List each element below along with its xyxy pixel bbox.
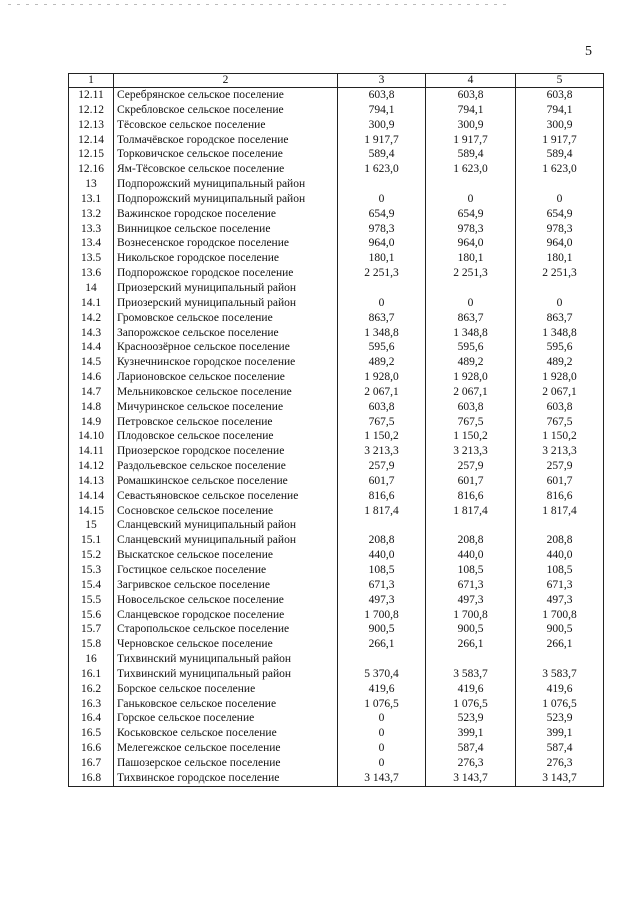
row-name: Тёсовское сельское поселение xyxy=(114,118,338,133)
value-col5: 863,7 xyxy=(516,311,604,326)
value-col3 xyxy=(338,518,426,533)
table-row xyxy=(69,622,604,637)
row-number: 16.3 xyxy=(69,697,114,712)
value-col4: 603,8 xyxy=(426,88,516,103)
table-row xyxy=(69,682,604,697)
table-row xyxy=(69,593,604,608)
value-col3: 589,4 xyxy=(338,147,426,162)
value-col5: 276,3 xyxy=(516,756,604,771)
row-name: Ромашкинское сельское поселение xyxy=(114,474,338,489)
table-row xyxy=(69,711,604,726)
row-name: Плодовское сельское поселение xyxy=(114,429,338,444)
value-col4: 671,3 xyxy=(426,578,516,593)
row-name: Тихвинский муниципальный район xyxy=(114,667,338,682)
value-col3: 1 623,0 xyxy=(338,162,426,177)
value-col5 xyxy=(516,177,604,192)
value-col3: 440,0 xyxy=(338,548,426,563)
table-row xyxy=(69,548,604,563)
table-row xyxy=(69,697,604,712)
table-row xyxy=(69,281,604,296)
row-name: Мелегежское сельское поселение xyxy=(114,741,338,756)
row-number: 12.13 xyxy=(69,118,114,133)
row-number: 12.11 xyxy=(69,88,114,103)
row-number: 14.10 xyxy=(69,429,114,444)
value-col3 xyxy=(338,281,426,296)
value-col4: 2 067,1 xyxy=(426,385,516,400)
table-row xyxy=(69,578,604,593)
row-number: 16.4 xyxy=(69,711,114,726)
table-row xyxy=(69,118,604,133)
value-col3: 180,1 xyxy=(338,251,426,266)
value-col4: 1 150,2 xyxy=(426,429,516,444)
value-col3: 964,0 xyxy=(338,236,426,251)
value-col5: 523,9 xyxy=(516,711,604,726)
value-col4: 1 348,8 xyxy=(426,326,516,341)
value-col4: 440,0 xyxy=(426,548,516,563)
value-col5: 300,9 xyxy=(516,118,604,133)
value-col4: 3 583,7 xyxy=(426,667,516,682)
value-col4: 0 xyxy=(426,192,516,207)
value-col5: 0 xyxy=(516,296,604,311)
row-name: Новосельское сельское поселение xyxy=(114,593,338,608)
value-col3: 767,5 xyxy=(338,415,426,430)
column-header: 5 xyxy=(516,74,604,88)
value-col4: 587,4 xyxy=(426,741,516,756)
value-col4: 1 917,7 xyxy=(426,133,516,148)
value-col4 xyxy=(426,177,516,192)
table-row xyxy=(69,444,604,459)
value-col4: 489,2 xyxy=(426,355,516,370)
row-number: 16.7 xyxy=(69,756,114,771)
value-col5: 601,7 xyxy=(516,474,604,489)
value-col5: 654,9 xyxy=(516,207,604,222)
row-number: 14.8 xyxy=(69,400,114,415)
value-col4: 300,9 xyxy=(426,118,516,133)
value-col3: 5 370,4 xyxy=(338,667,426,682)
table-row xyxy=(69,326,604,341)
value-col3: 1 917,7 xyxy=(338,133,426,148)
value-col4: 523,9 xyxy=(426,711,516,726)
value-col5: 1 700,8 xyxy=(516,608,604,623)
row-name: Коськовское сельское поселение xyxy=(114,726,338,741)
column-header: 3 xyxy=(338,74,426,88)
value-col4: 180,1 xyxy=(426,251,516,266)
table-row xyxy=(69,311,604,326)
value-col4: 1 817,4 xyxy=(426,504,516,519)
row-number: 12.12 xyxy=(69,103,114,118)
row-number: 14.1 xyxy=(69,296,114,311)
budget-table xyxy=(68,73,604,787)
row-number: 15.8 xyxy=(69,637,114,652)
table-row xyxy=(69,563,604,578)
row-name: Приозерское городское поселение xyxy=(114,444,338,459)
value-col3: 257,9 xyxy=(338,459,426,474)
value-col3: 816,6 xyxy=(338,489,426,504)
table-row xyxy=(69,177,604,192)
row-number: 16 xyxy=(69,652,114,667)
value-col5: 497,3 xyxy=(516,593,604,608)
table-body xyxy=(69,88,604,787)
table-row xyxy=(69,251,604,266)
table-row xyxy=(69,296,604,311)
row-number: 14.14 xyxy=(69,489,114,504)
value-col4: 208,8 xyxy=(426,533,516,548)
row-number: 13.3 xyxy=(69,222,114,237)
value-col5: 816,6 xyxy=(516,489,604,504)
row-name: Толмачёвское городское поселение xyxy=(114,133,338,148)
row-number: 15.1 xyxy=(69,533,114,548)
value-col4: 767,5 xyxy=(426,415,516,430)
value-col3: 2 251,3 xyxy=(338,266,426,281)
value-col4: 266,1 xyxy=(426,637,516,652)
table-row xyxy=(69,533,604,548)
value-col3: 0 xyxy=(338,192,426,207)
row-number: 16.1 xyxy=(69,667,114,682)
value-col3: 0 xyxy=(338,711,426,726)
value-col4: 108,5 xyxy=(426,563,516,578)
value-col5: 1 150,2 xyxy=(516,429,604,444)
value-col3: 3 143,7 xyxy=(338,771,426,786)
row-name: Запорожское сельское поселение xyxy=(114,326,338,341)
row-name: Севастьяновское сельское поселение xyxy=(114,489,338,504)
row-number: 14.5 xyxy=(69,355,114,370)
row-name: Мельниковское сельское поселение xyxy=(114,385,338,400)
value-col4: 964,0 xyxy=(426,236,516,251)
value-col3 xyxy=(338,652,426,667)
value-col3: 1 150,2 xyxy=(338,429,426,444)
table-row xyxy=(69,518,604,533)
value-col5: 3 143,7 xyxy=(516,771,604,786)
value-col4 xyxy=(426,518,516,533)
value-col3: 603,8 xyxy=(338,88,426,103)
row-number: 15 xyxy=(69,518,114,533)
table-row xyxy=(69,652,604,667)
row-name: Красноозёрное сельское поселение xyxy=(114,340,338,355)
row-name: Черновское сельское поселение xyxy=(114,637,338,652)
value-col3: 863,7 xyxy=(338,311,426,326)
row-name: Выскатское сельское поселение xyxy=(114,548,338,563)
value-col4: 3 143,7 xyxy=(426,771,516,786)
row-name: Ям-Тёсовское сельское поселение xyxy=(114,162,338,177)
table-row xyxy=(69,756,604,771)
value-col3: 3 213,3 xyxy=(338,444,426,459)
row-name: Горское сельское поселение xyxy=(114,711,338,726)
row-number: 14.7 xyxy=(69,385,114,400)
table-row xyxy=(69,266,604,281)
value-col5 xyxy=(516,652,604,667)
column-header: 1 xyxy=(69,74,114,88)
row-name: Раздольевское сельское поселение xyxy=(114,459,338,474)
row-number: 13.4 xyxy=(69,236,114,251)
row-name: Ларионовское сельское поселение xyxy=(114,370,338,385)
scan-artifact-line xyxy=(8,4,508,5)
value-col4: 419,6 xyxy=(426,682,516,697)
value-col3: 266,1 xyxy=(338,637,426,652)
value-col4: 603,8 xyxy=(426,400,516,415)
value-col5: 603,8 xyxy=(516,400,604,415)
page-number: 5 xyxy=(585,44,592,59)
value-col3: 208,8 xyxy=(338,533,426,548)
value-col5: 489,2 xyxy=(516,355,604,370)
value-col4: 1 623,0 xyxy=(426,162,516,177)
value-col5: 595,6 xyxy=(516,340,604,355)
value-col5: 266,1 xyxy=(516,637,604,652)
row-name: Борское сельское поселение xyxy=(114,682,338,697)
row-name: Никольское городское поселение xyxy=(114,251,338,266)
value-col4: 863,7 xyxy=(426,311,516,326)
row-name: Старопольское сельское поселение xyxy=(114,622,338,637)
value-col5: 3 583,7 xyxy=(516,667,604,682)
value-col3: 595,6 xyxy=(338,340,426,355)
table-row xyxy=(69,355,604,370)
table-row xyxy=(69,400,604,415)
value-col4: 978,3 xyxy=(426,222,516,237)
table-header-row xyxy=(69,74,604,88)
table-row xyxy=(69,771,604,786)
value-col3: 1 700,8 xyxy=(338,608,426,623)
value-col4: 601,7 xyxy=(426,474,516,489)
value-col4: 1 700,8 xyxy=(426,608,516,623)
table-row xyxy=(69,385,604,400)
value-col3: 0 xyxy=(338,726,426,741)
row-number: 14.3 xyxy=(69,326,114,341)
row-number: 14.11 xyxy=(69,444,114,459)
value-col5: 964,0 xyxy=(516,236,604,251)
value-col4: 0 xyxy=(426,296,516,311)
row-name: Подпорожское городское поселение xyxy=(114,266,338,281)
row-number: 14.12 xyxy=(69,459,114,474)
value-col3: 671,3 xyxy=(338,578,426,593)
value-col3: 603,8 xyxy=(338,400,426,415)
value-col3: 108,5 xyxy=(338,563,426,578)
row-number: 13.5 xyxy=(69,251,114,266)
value-col5: 794,1 xyxy=(516,103,604,118)
row-name: Сосновское сельское поселение xyxy=(114,504,338,519)
value-col5: 2 251,3 xyxy=(516,266,604,281)
row-number: 12.16 xyxy=(69,162,114,177)
row-number: 16.6 xyxy=(69,741,114,756)
table-row xyxy=(69,207,604,222)
value-col3: 0 xyxy=(338,756,426,771)
value-col5: 257,9 xyxy=(516,459,604,474)
value-col5: 399,1 xyxy=(516,726,604,741)
row-number: 13.6 xyxy=(69,266,114,281)
value-col3: 497,3 xyxy=(338,593,426,608)
row-name: Загривское сельское поселение xyxy=(114,578,338,593)
row-name: Важинское городское поселение xyxy=(114,207,338,222)
value-col4 xyxy=(426,652,516,667)
row-name: Тихвинское городское поселение xyxy=(114,771,338,786)
column-header: 4 xyxy=(426,74,516,88)
column-header: 2 xyxy=(114,74,338,88)
table-row xyxy=(69,504,604,519)
row-name: Приозерский муниципальный район xyxy=(114,281,338,296)
row-number: 12.15 xyxy=(69,147,114,162)
value-col5: 978,3 xyxy=(516,222,604,237)
table-row xyxy=(69,474,604,489)
value-col4: 497,3 xyxy=(426,593,516,608)
value-col5: 1 917,7 xyxy=(516,133,604,148)
row-number: 13 xyxy=(69,177,114,192)
value-col4: 257,9 xyxy=(426,459,516,474)
table-row xyxy=(69,88,604,103)
row-name: Гостицкое сельское поселение xyxy=(114,563,338,578)
value-col5: 180,1 xyxy=(516,251,604,266)
row-number: 16.2 xyxy=(69,682,114,697)
value-col5: 589,4 xyxy=(516,147,604,162)
value-col3: 1 076,5 xyxy=(338,697,426,712)
value-col3: 654,9 xyxy=(338,207,426,222)
value-col5: 440,0 xyxy=(516,548,604,563)
row-name: Торковичское сельское поселение xyxy=(114,147,338,162)
value-col3: 900,5 xyxy=(338,622,426,637)
value-col4 xyxy=(426,281,516,296)
value-col5: 1 076,5 xyxy=(516,697,604,712)
row-number: 13.2 xyxy=(69,207,114,222)
table-row xyxy=(69,133,604,148)
value-col5 xyxy=(516,281,604,296)
value-col3: 0 xyxy=(338,741,426,756)
row-name: Кузнечнинское городское поселение xyxy=(114,355,338,370)
row-name: Подпорожский муниципальный район xyxy=(114,192,338,207)
value-col4: 3 213,3 xyxy=(426,444,516,459)
value-col4: 816,6 xyxy=(426,489,516,504)
row-number: 14.15 xyxy=(69,504,114,519)
row-number: 14.4 xyxy=(69,340,114,355)
row-number: 14 xyxy=(69,281,114,296)
value-col5: 1 623,0 xyxy=(516,162,604,177)
row-number: 15.4 xyxy=(69,578,114,593)
table-row xyxy=(69,162,604,177)
value-col3: 2 067,1 xyxy=(338,385,426,400)
table-row xyxy=(69,429,604,444)
value-col3: 0 xyxy=(338,296,426,311)
value-col5: 1 928,0 xyxy=(516,370,604,385)
value-col5: 0 xyxy=(516,192,604,207)
row-number: 15.7 xyxy=(69,622,114,637)
value-col5: 603,8 xyxy=(516,88,604,103)
table-row xyxy=(69,236,604,251)
value-col5: 2 067,1 xyxy=(516,385,604,400)
value-col4: 654,9 xyxy=(426,207,516,222)
value-col5: 767,5 xyxy=(516,415,604,430)
row-name: Петровское сельское поселение xyxy=(114,415,338,430)
row-number: 15.6 xyxy=(69,608,114,623)
table-row xyxy=(69,459,604,474)
value-col4: 399,1 xyxy=(426,726,516,741)
table-row xyxy=(69,103,604,118)
value-col5: 208,8 xyxy=(516,533,604,548)
row-name: Сланцевский муниципальный район xyxy=(114,518,338,533)
value-col5: 3 213,3 xyxy=(516,444,604,459)
row-name: Серебрянское сельское поселение xyxy=(114,88,338,103)
value-col4: 595,6 xyxy=(426,340,516,355)
value-col3: 489,2 xyxy=(338,355,426,370)
row-name: Винницкое сельское поселение xyxy=(114,222,338,237)
value-col4: 1 928,0 xyxy=(426,370,516,385)
value-col4: 794,1 xyxy=(426,103,516,118)
value-col4: 2 251,3 xyxy=(426,266,516,281)
table-row xyxy=(69,370,604,385)
value-col3: 1 928,0 xyxy=(338,370,426,385)
row-number: 14.6 xyxy=(69,370,114,385)
table-row xyxy=(69,222,604,237)
value-col3: 300,9 xyxy=(338,118,426,133)
row-name: Мичуринское сельское поселение xyxy=(114,400,338,415)
table-row xyxy=(69,667,604,682)
row-name: Приозерский муниципальный район xyxy=(114,296,338,311)
value-col4: 1 076,5 xyxy=(426,697,516,712)
table-row xyxy=(69,637,604,652)
row-number: 14.2 xyxy=(69,311,114,326)
table-row xyxy=(69,608,604,623)
row-number: 15.5 xyxy=(69,593,114,608)
row-number: 15.3 xyxy=(69,563,114,578)
value-col3: 1 348,8 xyxy=(338,326,426,341)
row-number: 14.9 xyxy=(69,415,114,430)
row-name: Скребловское сельское поселение xyxy=(114,103,338,118)
table-row xyxy=(69,726,604,741)
value-col3: 419,6 xyxy=(338,682,426,697)
value-col3: 1 817,4 xyxy=(338,504,426,519)
row-name: Подпорожский муниципальный район xyxy=(114,177,338,192)
table-row xyxy=(69,489,604,504)
table-row xyxy=(69,147,604,162)
value-col5: 1 348,8 xyxy=(516,326,604,341)
value-col3: 978,3 xyxy=(338,222,426,237)
row-number: 13.1 xyxy=(69,192,114,207)
value-col5: 1 817,4 xyxy=(516,504,604,519)
row-number: 16.5 xyxy=(69,726,114,741)
value-col5: 900,5 xyxy=(516,622,604,637)
table-row xyxy=(69,192,604,207)
value-col4: 276,3 xyxy=(426,756,516,771)
row-name: Пашозерское сельское поселение xyxy=(114,756,338,771)
table-row xyxy=(69,741,604,756)
table-row xyxy=(69,340,604,355)
value-col3: 794,1 xyxy=(338,103,426,118)
value-col5: 587,4 xyxy=(516,741,604,756)
value-col3: 601,7 xyxy=(338,474,426,489)
value-col5: 671,3 xyxy=(516,578,604,593)
value-col5 xyxy=(516,518,604,533)
value-col4: 589,4 xyxy=(426,147,516,162)
value-col4: 900,5 xyxy=(426,622,516,637)
value-col3 xyxy=(338,177,426,192)
row-number: 15.2 xyxy=(69,548,114,563)
row-number: 12.14 xyxy=(69,133,114,148)
row-name: Тихвинский муниципальный район xyxy=(114,652,338,667)
row-name: Ганьковское сельское поселение xyxy=(114,697,338,712)
row-name: Сланцевское городское поселение xyxy=(114,608,338,623)
row-number: 14.13 xyxy=(69,474,114,489)
row-name: Сланцевский муниципальный район xyxy=(114,533,338,548)
value-col5: 419,6 xyxy=(516,682,604,697)
row-number: 16.8 xyxy=(69,771,114,786)
row-name: Вознесенское городское поселение xyxy=(114,236,338,251)
row-name: Громовское сельское поселение xyxy=(114,311,338,326)
table-row xyxy=(69,415,604,430)
value-col5: 108,5 xyxy=(516,563,604,578)
